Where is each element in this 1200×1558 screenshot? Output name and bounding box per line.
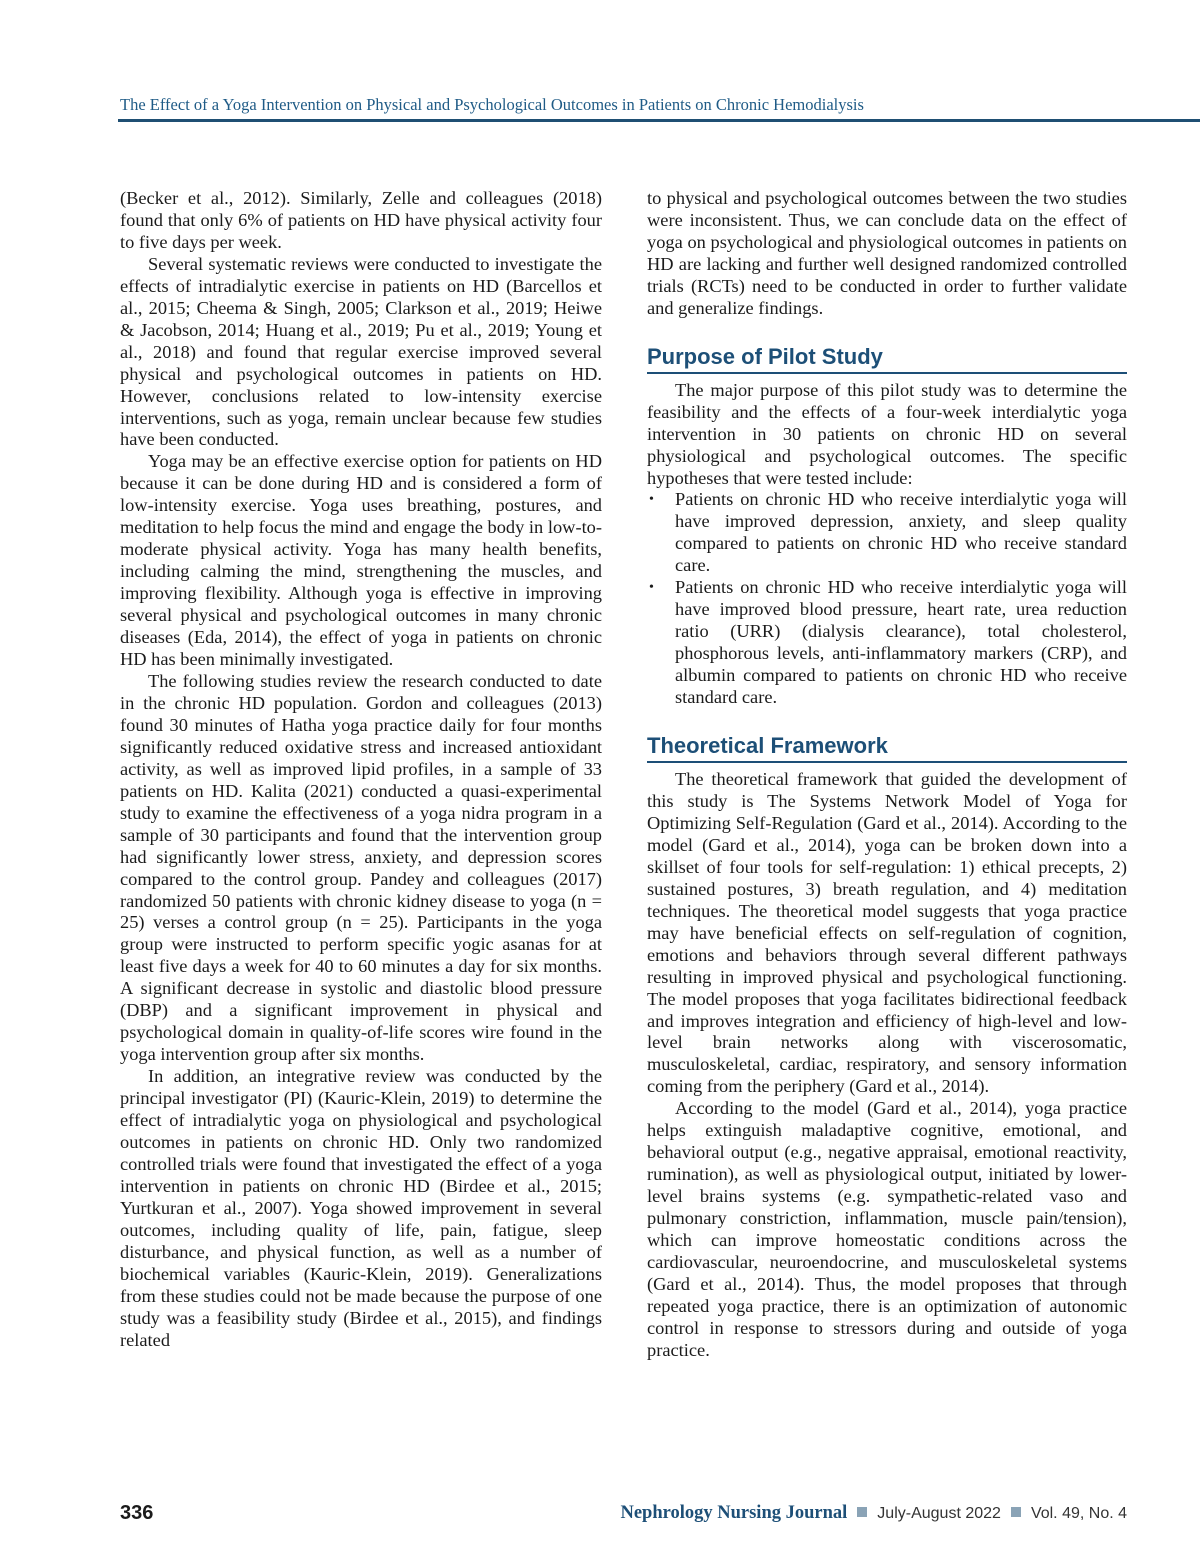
running-head-title: The Effect of a Yoga Intervention on Physical and Psychological Outcomes in Patients on Chronic Hemodialysis [120, 95, 864, 114]
page-number: 336 [120, 1502, 154, 1524]
journal-info [620, 1503, 1127, 1524]
hypotheses-list [647, 489, 1127, 709]
paragraph: to physical and psychological outcomes between the two studies were inconsistent. Thus, we can conclude data on the effect of yoga on psychological and physiological outcomes in patients on HD are lacking and further well designed randomized controlled trials (RCTs) need to be conducted in order to further validate and generalize findings. [647, 188, 1127, 318]
right-column [647, 188, 1127, 1362]
journal-name: Nephrology Nursing Journal [620, 1503, 848, 1523]
hypothesis-text: Patients on chronic HD who receive interdialytic yoga will have improved depression, anxiety, and sleep quality compared to patients on chronic HD who receive standard care. [675, 489, 1127, 576]
issue-date: July-August 2022 [877, 1505, 1001, 1522]
header-rule [118, 119, 1200, 122]
page-footer [120, 1502, 1127, 1528]
bullet-icon: • [649, 492, 654, 508]
list-item [647, 489, 1127, 577]
paragraph: The theoretical framework that guided the development of this study is The Systems Network Model of Yoga for Optimizing Self-Regulation (Gard et al., 2014). According to the model (Gard et al., 2014), yoga can be broken down into a skillset of four tools for self-regulation: 1) ethical precepts, 2) sustained postures, 3) breath regulation, and 4) meditation techniques. The theoretical model suggests that yoga practice may have beneficial effects on self-regulation of cognition, emotions and behaviors through several different pathways resulting in improved physical and psychological functioning. The model proposes that yoga facilitates bidirectional feedback and improves integration and efficiency of high-level and low-level brain networks along with viscerosomatic, musculoskeletal, cardiac, respiratory, and sensory information coming from the periphery (Gard et al., 2014). [647, 769, 1127, 1097]
paragraph: In addition, an integrative review was conducted by the principal investigator (PI) (Kauric-Klein, 2019) to determine the effect of intradialytic yoga on physiological and psychological outcomes in patients on chronic HD. Only two randomized controlled trials were found that investigated the effect of a yoga intervention in patients on chronic HD (Birdee et al., 2015; Yurtkuran et al., 2007). Yoga showed improvement in several outcomes, including quality of life, pain, fatigue, sleep disturbance, and physical function, as well as a number of biochemical variables (Kauric-Klein, 2019). Generalizations from these studies could not be made because the purpose of one study was a feasibility study (Birdee et al., 2015), and findings related [120, 1066, 602, 1350]
separator-square-icon [857, 1507, 867, 1517]
volume-number: Vol. 49, No. 4 [1030, 1505, 1127, 1522]
bullet-icon: • [649, 580, 654, 596]
paragraph: The major purpose of this pilot study was to determine the feasibility and the effects of a four-week interdialytic yoga intervention in 30 patients on chronic HD on several physiological and psychological outcomes. The specific hypotheses that were tested include: [647, 379, 1127, 488]
paragraph: Several systematic reviews were conducted to investigate the effects of intradialytic exercise in patients on HD (Barcellos et al., 2015; Cheema & Singh, 2005; Clarkson et al., 2019; Heiwe & Jacobson, 2014; Huang et al., 2019; Pu et al., 2019; Young et al., 2018) and found that regular exercise improved several physical and psychological outcomes in patients on HD. However, conclusions related to low-intensity exercise interventions, such as yoga, remain unclear because few studies have been conducted. [120, 253, 602, 450]
paragraph: (Becker et al., 2012). Similarly, Zelle and colleagues (2018) found that only 6% of patients on HD have physical activity four to five days per week. [120, 188, 602, 252]
section-heading-theory: Theoretical Framework [647, 733, 1127, 763]
section-heading-purpose: Purpose of Pilot Study [647, 344, 1127, 374]
hypothesis-text: Patients on chronic HD who receive interdialytic yoga will have improved blood pressure, heart rate, urea reduction ratio (URR) (dialysis clearance), total cholesterol, phosphorous levels, anti-inflammatory markers (CRP), and albumin compared to patients on chronic HD who receive standard care. [675, 577, 1127, 708]
paragraph: The following studies review the research conducted to date in the chronic HD population. Gordon and colleagues (2013) found 30 minutes of Hatha yoga practice daily for four months significantly reduced oxidative stress and increased antioxidant activity, as well as improved lipid profiles, in a sample of 33 patients on HD. Kalita (2021) conducted a quasi-experimental study to examine the effectiveness of a yoga nidra program in a sample of 30 participants and found that the intervention group had significantly lower stress, anxiety, and depression scores compared to the control group. Pandey and colleagues (2017) randomized 50 patients with chronic kidney disease to yoga (n = 25) verses a control group (n = 25). Participants in the yoga group were instructed to perform specific yogic asanas for at least five days a week for 40 to 60 minutes a day for six months. A significant decrease in systolic and diastolic blood pressure (DBP) and a significant improvement in physical and psychological domain in quality-of-life scores wire found in the yoga intervention group after six months. [120, 670, 602, 1065]
paragraph: Yoga may be an effective exercise option for patients on HD because it can be done during HD and is considered a form of low-intensity exercise. Yoga uses breathing, postures, and meditation to help focus the mind and engage the body in low-to-moderate physical activity. Yoga has many health benefits, including calming the mind, strengthening the muscles, and improving flexibility. Although yoga is effective in improving several physical and psychological outcomes in many chronic diseases (Eda, 2014), the effect of yoga in patients on chronic HD has been minimally investigated. [120, 451, 602, 670]
paragraph: According to the model (Gard et al., 2014), yoga practice helps extinguish maladaptive cognitive, emotional, and behavioral output (e.g., negative appraisal, emotional reactivity, rumination), as well as physiological output, initiated by lower-level brains systems (e.g. sympathetic-related vaso and pulmonary constriction, inflammation, muscle pain/tension), which can improve homeostatic conditions across the cardiovascular, neuroendocrine, and musculoskeletal systems (Gard et al., 2014). Thus, the model proposes that through repeated yoga practice, there is an optimization of autonomic control in response to stressors during and outside of yoga practice. [647, 1098, 1127, 1360]
left-column [120, 188, 602, 1352]
separator-square-icon [1011, 1507, 1021, 1517]
list-item [647, 577, 1127, 709]
